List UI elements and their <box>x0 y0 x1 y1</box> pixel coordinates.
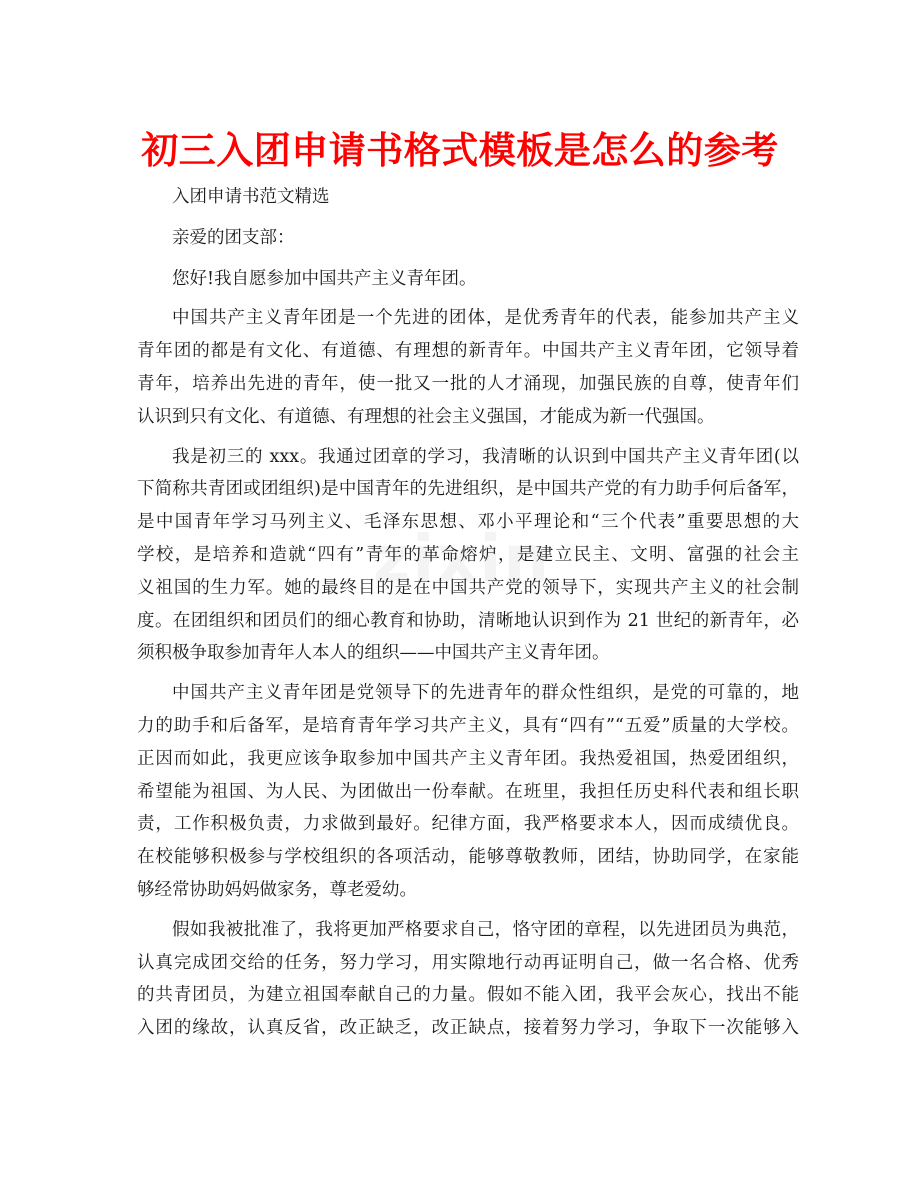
paragraph-1 <box>137 302 799 433</box>
paragraph-line: 责，工作积极负责，力求做到最好。纪律方面，我严格要求本人，因而成绩优良。 <box>137 814 799 835</box>
paragraph-4 <box>137 914 799 1045</box>
paragraph-line: 学校，是培养和造就“四有”青年的革命熔炉，是建立民主、文明、富强的社会主 <box>137 544 799 565</box>
paragraph-line: 认识到只有文化、有道德、有理想的社会主义强国，才能成为新一代强国。 <box>137 406 715 427</box>
paragraph-line: 须积极争取参加青年人本人的组织——中国共产主义青年团。 <box>137 643 610 664</box>
greeting: 您好!我自愿参加中国共产主义青年团。 <box>172 268 477 289</box>
document-title: 初三入团申请书格式模板是怎么的参考 <box>141 129 779 172</box>
paragraph-line: 正因而如此，我更应该争取参加中国共产主义青年团。我热爱祖国，热爱团组织， <box>137 748 799 769</box>
paragraph-line: 假如我被批准了，我将更加严格要求自己，恪守团的章程，以先进团员为典范， <box>172 919 799 940</box>
paragraph-line: 义祖国的生力军。她的最终目的是在中国共产党的领导下，实现共产主义的社会制 <box>137 577 799 598</box>
paragraph-line: 的共青团员，为建立祖国奉献自己的力量。假如不能入团，我平会灰心，找出不能 <box>137 985 799 1006</box>
paragraph-line: 够经常协助妈妈做家务，尊老爱幼。 <box>137 879 417 900</box>
paragraph-line: 青年团的都是有文化、有道德、有理想的新青年。中国共产主义青年团，它领导着 <box>137 341 799 362</box>
paragraph-line: 中国共产主义青年团是党领导下的先进青年的群众性组织，是党的可靠的，地 <box>172 683 799 704</box>
paragraph-line: 中国共产主义青年团是一个先进的团体，是优秀青年的代表，能参加共产主义 <box>172 308 799 329</box>
paragraph-line: 在校能够积极参与学校组织的各项活动，能够尊敬教师，团结，协助同学，在家能 <box>137 847 799 868</box>
paragraph-3 <box>137 677 799 907</box>
paragraph-line: 青年，培养出先进的青年，使一批又一批的人才涌现，加强民族的自尊，使青年们 <box>137 373 799 394</box>
paragraph-line: 力的助手和后备军，是培育青年学习共产主义，具有“四有”“五爱”质量的大学校。 <box>137 715 799 736</box>
salutation: 亲爱的团支部： <box>172 227 295 248</box>
paragraph-line: 度。在团组织和团员们的细心教育和协助，清晰地认识到作为 21 世纪的新青年，必 <box>137 610 799 631</box>
paragraph-line: 下简称共青团或团组织)是中国青年的先进组织，是中国共产党的有力助手何后备军， <box>137 479 799 500</box>
paragraph-line: 希望能为祖国、为人民、为团做出一份奉献。在班里，我担任历史科代表和组长职 <box>137 781 799 802</box>
paragraph-line: 入团的缘故，认真反省，改正缺乏，改正缺点，接着努力学习，争取下一次能够入 <box>137 1018 799 1039</box>
paragraph-line: 认真完成团交给的任务，努力学习，用实隙地行动再证明自己，做一名合格、优秀 <box>137 952 799 973</box>
subtitle: 入团申请书范文精选 <box>172 187 330 207</box>
document-body <box>137 181 799 1052</box>
paragraph-2 <box>137 441 799 671</box>
paragraph-line: 我是初三的 xxx。我通过团章的学习，我清晰的认识到中国共产主义青年团(以 <box>172 446 799 467</box>
paragraph-line: 是中国青年学习马列主义、毛泽东思想、邓小平理论和“三个代表”重要思想的大 <box>137 512 799 533</box>
